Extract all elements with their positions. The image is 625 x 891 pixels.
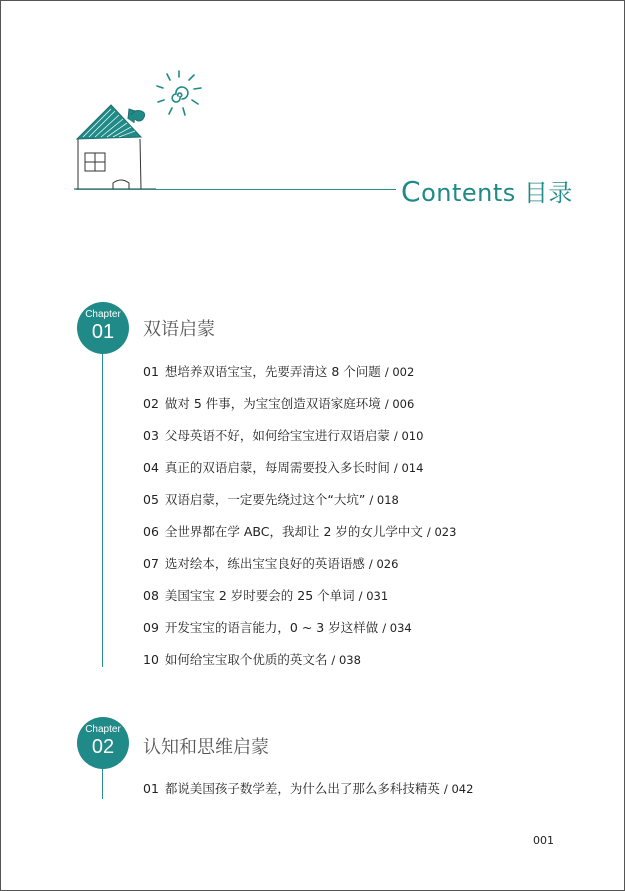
toc-item-text: 做对 5 件事，为宝宝创造双语家庭环境 — [164, 396, 381, 411]
chapter-02-badge — [77, 717, 129, 769]
toc-item-number: 01 — [143, 364, 159, 379]
toc-item-number: 04 — [143, 460, 159, 475]
chapter-label: Chapter — [85, 724, 121, 735]
toc-item-page: / 031 — [358, 589, 389, 603]
title-cn: 目录 — [523, 179, 573, 207]
toc-item-number: 01 — [143, 781, 159, 796]
toc-item-text: 如何给宝宝取个优质的英文名 — [164, 652, 328, 667]
toc-item-page: / 042 — [443, 782, 474, 796]
toc-item-page: / 014 — [393, 461, 424, 475]
chapter-01-badge — [77, 302, 129, 354]
toc-item-number: 09 — [143, 620, 159, 635]
toc-item-page: / 023 — [426, 525, 457, 539]
toc-item[interactable] — [143, 618, 456, 650]
toc-item-text: 真正的双语启蒙，每周需要投入多长时间 — [164, 460, 390, 475]
toc-item-text: 开发宝宝的语言能力，0 ~ 3 岁这样做 — [164, 620, 379, 635]
toc-item[interactable] — [143, 426, 456, 458]
toc-item[interactable] — [143, 490, 456, 522]
toc-item[interactable] — [143, 586, 456, 618]
toc-item-page: / 006 — [384, 397, 415, 411]
chapter-02-title: 认知和思维启蒙 — [143, 737, 269, 758]
toc-item[interactable] — [143, 650, 456, 682]
page-number: 001 — [533, 834, 554, 847]
title-cap: C — [401, 175, 422, 208]
toc-item-page: / 010 — [393, 429, 424, 443]
chapter-01-toc — [143, 362, 456, 682]
chapter-number: 02 — [91, 736, 115, 758]
toc-item-page: / 034 — [382, 621, 412, 635]
toc-item-text: 选对绘本，练出宝宝良好的英语语感 — [164, 556, 365, 571]
toc-item-number: 05 — [143, 492, 159, 507]
toc-item-text: 父母英语不好，如何给宝宝进行双语启蒙 — [164, 428, 390, 443]
toc-item[interactable] — [143, 554, 456, 586]
sun-icon — [157, 71, 201, 115]
page-title — [401, 173, 573, 208]
house-icon — [74, 105, 156, 189]
toc-item-page: / 038 — [331, 653, 361, 667]
toc-item[interactable] — [143, 522, 456, 554]
title-rest: ontents — [421, 179, 516, 207]
toc-item-number: 03 — [143, 428, 159, 443]
chapter-number: 01 — [91, 321, 115, 343]
toc-item-number: 02 — [143, 396, 159, 411]
toc-item-number: 07 — [143, 556, 159, 571]
toc-item-text: 都说美国孩子数学差，为什么出了那么多科技精英 — [164, 781, 440, 796]
toc-item-page: / 002 — [384, 365, 415, 379]
header-rule — [76, 189, 396, 190]
toc-item-page: / 018 — [369, 493, 399, 507]
toc-item-text: 想培养双语宝宝，先要弄清这 8 个问题 — [164, 364, 381, 379]
toc-item-page: / 026 — [368, 557, 399, 571]
toc-item[interactable] — [143, 362, 456, 394]
toc-item[interactable] — [143, 394, 456, 426]
toc-item[interactable] — [143, 779, 473, 811]
chapter-01-line — [102, 331, 103, 667]
toc-item[interactable] — [143, 458, 456, 490]
toc-item-text: 美国宝宝 2 岁时要会的 25 个单词 — [164, 588, 355, 603]
toc-item-number: 10 — [143, 652, 159, 667]
toc-item-text: 全世界都在学 ABC，我却让 2 岁的女儿学中文 — [164, 524, 423, 539]
house-sun-illustration — [71, 67, 211, 197]
chapter-label: Chapter — [85, 309, 121, 320]
toc-item-number: 06 — [143, 524, 159, 539]
chapter-02-toc — [143, 779, 473, 811]
toc-item-number: 08 — [143, 588, 159, 603]
toc-item-text: 双语启蒙，一定要先绕过这个“大坑” — [164, 492, 366, 507]
chapter-01-title: 双语启蒙 — [143, 319, 215, 340]
